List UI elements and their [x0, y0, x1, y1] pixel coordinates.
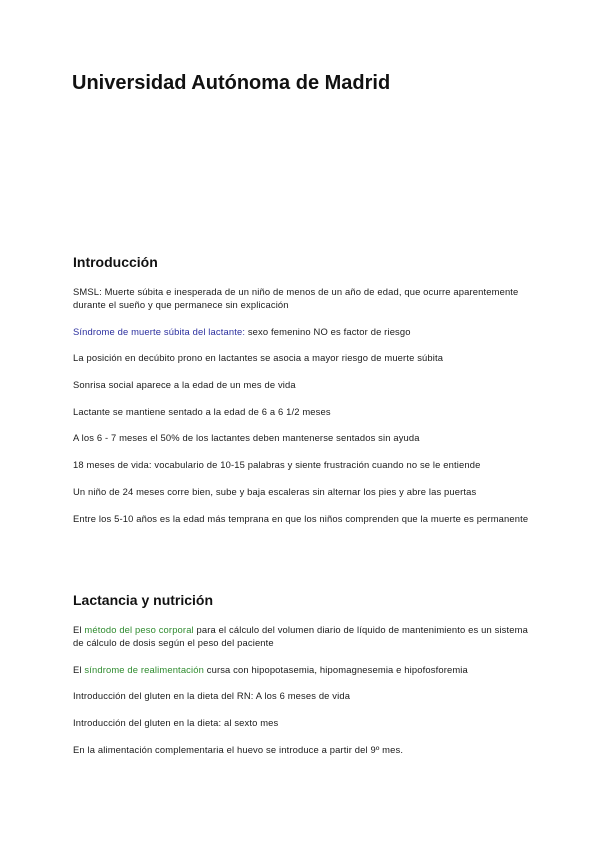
paragraph-text: El — [73, 624, 85, 635]
section-introduccion — [73, 253, 533, 538]
paragraph: En la alimentación complementaria el huevo se introduce a partir del 9º mes. — [73, 743, 404, 755]
section-heading: Introducción — [73, 254, 158, 270]
term-link[interactable]: método del peso corporal — [84, 624, 194, 635]
term-link[interactable]: síndrome de realimentación — [84, 663, 204, 675]
paragraph: SMSL: Muerte súbita e inesperada de un niño de menos de un año de edad, que ocurre aparentemente durante el sueño y que permanece sin explicación — [73, 286, 519, 310]
paragraph-text: El — [73, 663, 85, 675]
document-title: Universidad Autónoma de Madrid — [72, 72, 391, 94]
paragraph — [73, 623, 533, 649]
section-lactancia-nutricion — [73, 591, 533, 769]
paragraph-text: sexo femenino NO es factor de riesgo — [245, 325, 411, 337]
section-heading: Lactancia y nutrición — [73, 592, 214, 608]
paragraph: A los 6 - 7 meses el 50% de los lactantes deben mantenerse sentados sin ayuda — [73, 432, 420, 444]
paragraph: Sonrisa social aparece a la edad de un mes de vida — [73, 379, 296, 391]
paragraph: Lactante se mantiene sentado a la edad de 6 a 6 1/2 meses — [73, 405, 331, 417]
paragraph: Introducción del gluten en la dieta del RN: A los 6 meses de vida — [73, 690, 351, 702]
paragraph: Entre los 5-10 años es la edad más temprana en que los niños comprenden que la muerte es permanente — [73, 512, 529, 524]
paragraph-text: para el cálculo del volumen diario de líquido de mantenimiento es un sistema de cálculo de dosis según el peso del paciente — [73, 624, 528, 648]
paragraph: La posición en decúbito prono en lactantes se asocia a mayor riesgo de muerte súbita — [73, 352, 444, 364]
paragraph-text: cursa con hipopotasemia, hipomagnesemia e hipofosforemia — [203, 663, 468, 675]
term-link[interactable]: Síndrome de muerte súbita del lactante: — [73, 325, 246, 337]
paragraph — [73, 325, 533, 338]
paragraph: Un niño de 24 meses corre bien, sube y baja escaleras sin alternar los pies y abre las puertas — [73, 485, 477, 497]
paragraph — [73, 663, 533, 676]
paragraph: 18 meses de vida: vocabulario de 10-15 palabras y siente frustración cuando no se le entiende — [73, 459, 481, 471]
paragraph: Introducción del gluten en la dieta: al sexto mes — [73, 717, 279, 729]
